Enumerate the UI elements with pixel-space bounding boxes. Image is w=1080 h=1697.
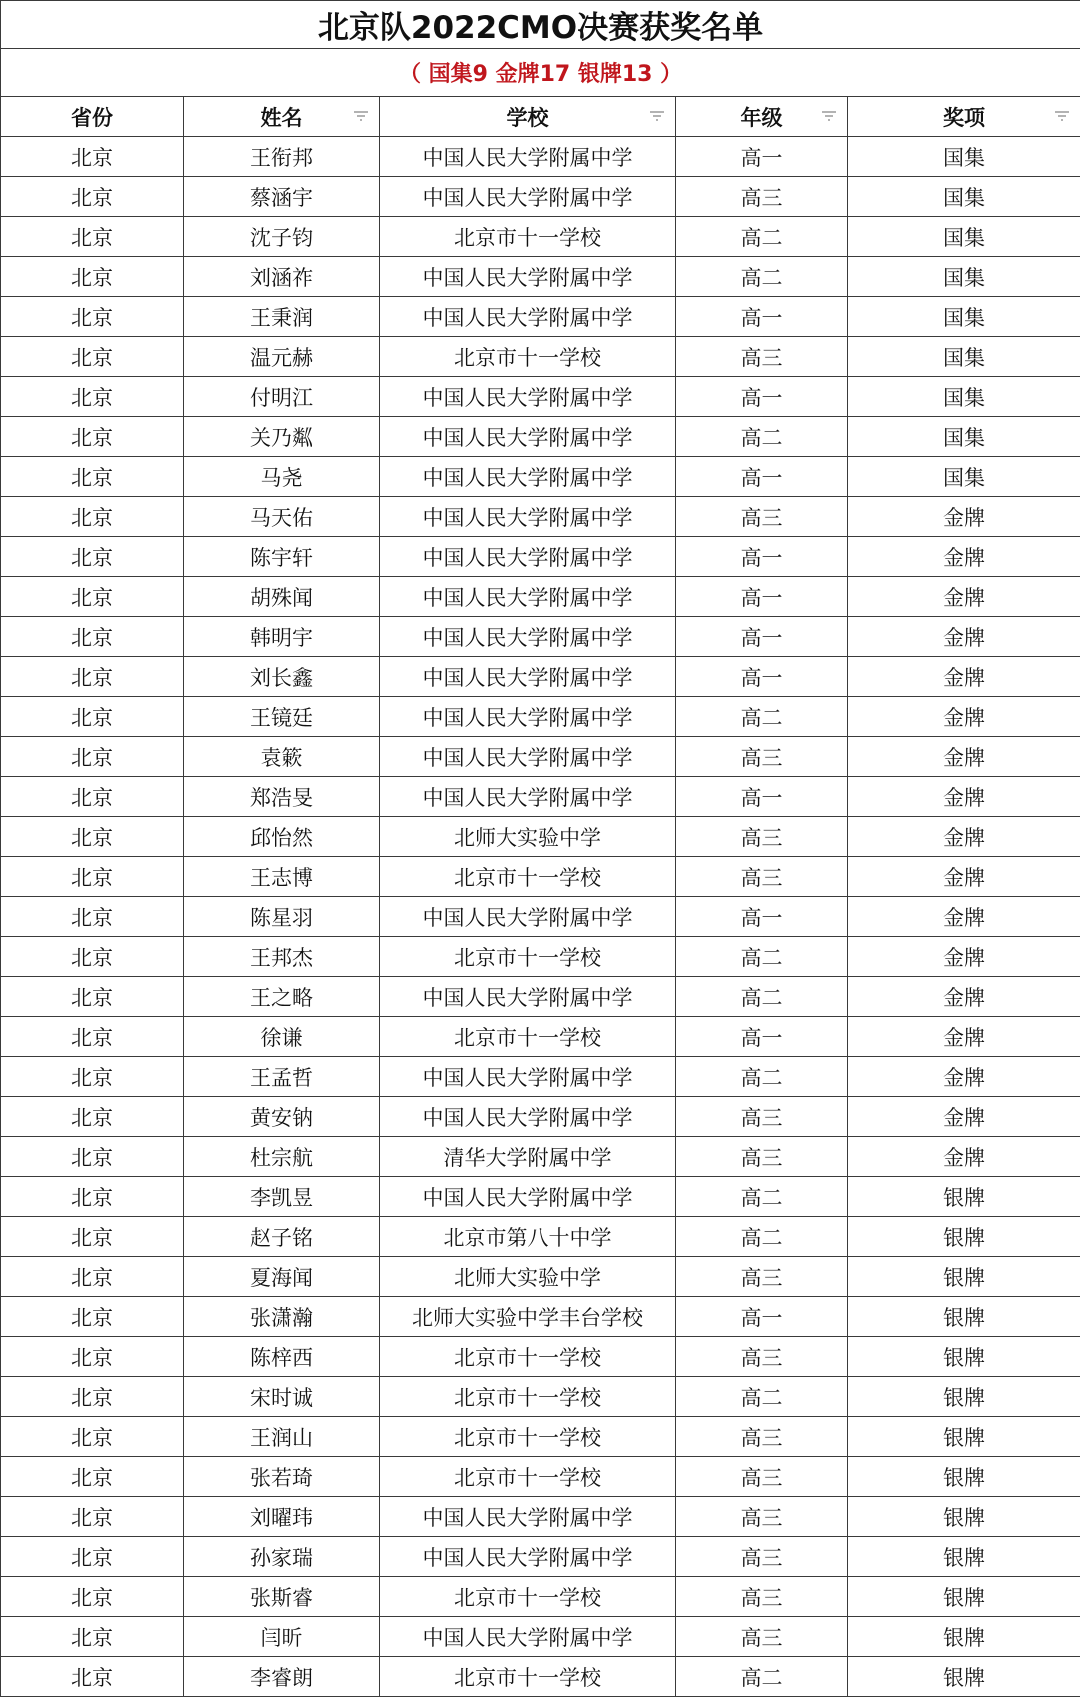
- cell-award: 国集: [848, 377, 1080, 417]
- cell-school: 北京市十一学校: [380, 1017, 676, 1057]
- cell-award: 国集: [848, 297, 1080, 337]
- cell-grade: 高三: [676, 857, 848, 897]
- table-row: [1, 977, 1080, 1017]
- cell-province: 北京: [1, 497, 184, 537]
- cell-name: 马尧: [184, 457, 380, 497]
- cell-province: 北京: [1, 1297, 184, 1337]
- table-row: [1, 1537, 1080, 1577]
- cell-award: 金牌: [848, 1137, 1080, 1177]
- cell-grade: 高一: [676, 777, 848, 817]
- cell-award: 金牌: [848, 977, 1080, 1017]
- cell-award: 金牌: [848, 577, 1080, 617]
- cell-name: 杜宗航: [184, 1137, 380, 1177]
- table-row: [1, 1297, 1080, 1337]
- cell-school: 北京市十一学校: [380, 1337, 676, 1377]
- table-row: [1, 577, 1080, 617]
- cell-grade: 高三: [676, 1537, 848, 1577]
- column-header-name: [184, 97, 380, 137]
- table-row: [1, 297, 1080, 337]
- cell-province: 北京: [1, 217, 184, 257]
- cell-name: 蔡涵宇: [184, 177, 380, 217]
- cell-school: 中国人民大学附属中学: [380, 977, 676, 1017]
- cell-school: 北京市十一学校: [380, 1657, 676, 1697]
- table-row: [1, 897, 1080, 937]
- cell-name: 付明江: [184, 377, 380, 417]
- table-row: [1, 1417, 1080, 1457]
- cell-name: 王镜廷: [184, 697, 380, 737]
- cell-award: 银牌: [848, 1217, 1080, 1257]
- cell-school: 北京市十一学校: [380, 1377, 676, 1417]
- cell-school: 北京市十一学校: [380, 1417, 676, 1457]
- cell-school: 中国人民大学附属中学: [380, 897, 676, 937]
- cell-award: 国集: [848, 137, 1080, 177]
- cell-province: 北京: [1, 1457, 184, 1497]
- cell-province: 北京: [1, 257, 184, 297]
- cell-name: 孙家瑞: [184, 1537, 380, 1577]
- cell-school: 中国人民大学附属中学: [380, 177, 676, 217]
- cell-province: 北京: [1, 297, 184, 337]
- cell-name: 王志博: [184, 857, 380, 897]
- cell-award: 金牌: [848, 537, 1080, 577]
- cell-province: 北京: [1, 1617, 184, 1657]
- cell-grade: 高二: [676, 1657, 848, 1697]
- cell-province: 北京: [1, 1577, 184, 1617]
- cell-award: 银牌: [848, 1297, 1080, 1337]
- cell-grade: 高二: [676, 977, 848, 1017]
- cell-grade: 高三: [676, 1137, 848, 1177]
- cell-award: 国集: [848, 217, 1080, 257]
- cell-name: 袁簌: [184, 737, 380, 777]
- column-header-grade: [676, 97, 848, 137]
- cell-province: 北京: [1, 1057, 184, 1097]
- cell-grade: 高三: [676, 1497, 848, 1537]
- cell-award: 银牌: [848, 1617, 1080, 1657]
- cell-grade: 高三: [676, 1337, 848, 1377]
- cell-province: 北京: [1, 1257, 184, 1297]
- cell-school: 北师大实验中学: [380, 1257, 676, 1297]
- cell-province: 北京: [1, 577, 184, 617]
- cell-province: 北京: [1, 137, 184, 177]
- cell-name: 陈宇轩: [184, 537, 380, 577]
- cell-school: 北京市十一学校: [380, 337, 676, 377]
- cell-province: 北京: [1, 897, 184, 937]
- table-row: [1, 177, 1080, 217]
- cell-province: 北京: [1, 417, 184, 457]
- column-header-label: 省份: [71, 102, 113, 132]
- cell-grade: 高二: [676, 937, 848, 977]
- table-row: [1, 257, 1080, 297]
- cell-school: 中国人民大学附属中学: [380, 657, 676, 697]
- cell-award: 银牌: [848, 1577, 1080, 1617]
- cell-name: 刘曜玮: [184, 1497, 380, 1537]
- cell-grade: 高一: [676, 137, 848, 177]
- cell-name: 邱怡然: [184, 817, 380, 857]
- cell-name: 陈梓西: [184, 1337, 380, 1377]
- table-row: [1, 377, 1080, 417]
- cell-grade: 高二: [676, 1177, 848, 1217]
- table-row: [1, 1657, 1080, 1697]
- cell-name: 王衔邦: [184, 137, 380, 177]
- cell-award: 金牌: [848, 937, 1080, 977]
- sheet-subtitle: （ 国集9 金牌17 银牌13 ）: [1, 49, 1080, 97]
- table-row: [1, 1217, 1080, 1257]
- table-row: [1, 817, 1080, 857]
- cell-province: 北京: [1, 1097, 184, 1137]
- cell-grade: 高二: [676, 1377, 848, 1417]
- cell-school: 中国人民大学附属中学: [380, 577, 676, 617]
- cell-school: 中国人民大学附属中学: [380, 1097, 676, 1137]
- cell-grade: 高二: [676, 417, 848, 457]
- table-row: [1, 1257, 1080, 1297]
- cell-school: 中国人民大学附属中学: [380, 1537, 676, 1577]
- table-row: [1, 737, 1080, 777]
- cell-province: 北京: [1, 1137, 184, 1177]
- cell-school: 清华大学附属中学: [380, 1137, 676, 1177]
- cell-name: 韩明宇: [184, 617, 380, 657]
- cell-province: 北京: [1, 777, 184, 817]
- cell-award: 国集: [848, 457, 1080, 497]
- table-row: [1, 657, 1080, 697]
- cell-school: 中国人民大学附属中学: [380, 497, 676, 537]
- cell-school: 北京市十一学校: [380, 1457, 676, 1497]
- cell-award: 金牌: [848, 617, 1080, 657]
- cell-school: 中国人民大学附属中学: [380, 297, 676, 337]
- cell-grade: 高一: [676, 1297, 848, 1337]
- cell-name: 陈星羽: [184, 897, 380, 937]
- cell-province: 北京: [1, 377, 184, 417]
- cell-school: 中国人民大学附属中学: [380, 137, 676, 177]
- cell-school: 中国人民大学附属中学: [380, 1497, 676, 1537]
- cell-award: 金牌: [848, 657, 1080, 697]
- cell-name: 王秉润: [184, 297, 380, 337]
- cell-name: 黄安钠: [184, 1097, 380, 1137]
- cell-province: 北京: [1, 457, 184, 497]
- cell-grade: 高三: [676, 337, 848, 377]
- cell-name: 张斯睿: [184, 1577, 380, 1617]
- cell-grade: 高一: [676, 577, 848, 617]
- cell-name: 马天佑: [184, 497, 380, 537]
- cell-award: 金牌: [848, 497, 1080, 537]
- filter-icon[interactable]: [1054, 110, 1070, 124]
- cell-award: 金牌: [848, 1057, 1080, 1097]
- cell-school: 中国人民大学附属中学: [380, 1057, 676, 1097]
- cell-award: 银牌: [848, 1417, 1080, 1457]
- cell-province: 北京: [1, 697, 184, 737]
- cell-province: 北京: [1, 1497, 184, 1537]
- sheet-title: 北京队2022CMO决赛获奖名单: [1, 1, 1080, 49]
- table-row: [1, 217, 1080, 257]
- cell-school: 北京市十一学校: [380, 217, 676, 257]
- filter-icon[interactable]: [353, 110, 369, 124]
- cell-name: 刘长鑫: [184, 657, 380, 697]
- cell-grade: 高三: [676, 817, 848, 857]
- cell-award: 银牌: [848, 1457, 1080, 1497]
- table-row: [1, 697, 1080, 737]
- column-header-label: 姓名: [261, 102, 303, 132]
- column-header-label: 奖项: [943, 102, 985, 132]
- table-row: [1, 497, 1080, 537]
- cell-province: 北京: [1, 937, 184, 977]
- cell-name: 王之略: [184, 977, 380, 1017]
- cell-grade: 高三: [676, 1617, 848, 1657]
- cell-award: 银牌: [848, 1177, 1080, 1217]
- cell-name: 王孟哲: [184, 1057, 380, 1097]
- cell-school: 中国人民大学附属中学: [380, 1617, 676, 1657]
- column-header-label: 学校: [507, 102, 549, 132]
- cell-award: 金牌: [848, 1017, 1080, 1057]
- cell-school: 中国人民大学附属中学: [380, 617, 676, 657]
- cell-grade: 高三: [676, 1457, 848, 1497]
- cell-school: 中国人民大学附属中学: [380, 257, 676, 297]
- cell-school: 中国人民大学附属中学: [380, 1177, 676, 1217]
- cell-award: 金牌: [848, 697, 1080, 737]
- cell-grade: 高三: [676, 1577, 848, 1617]
- table-row: [1, 617, 1080, 657]
- cell-grade: 高三: [676, 177, 848, 217]
- cell-province: 北京: [1, 1337, 184, 1377]
- cell-school: 北京市十一学校: [380, 857, 676, 897]
- cell-award: 金牌: [848, 737, 1080, 777]
- table-row: [1, 1497, 1080, 1537]
- cell-award: 国集: [848, 177, 1080, 217]
- cell-grade: 高一: [676, 297, 848, 337]
- cell-school: 中国人民大学附属中学: [380, 737, 676, 777]
- cell-province: 北京: [1, 977, 184, 1017]
- cell-school: 中国人民大学附属中学: [380, 457, 676, 497]
- cell-grade: 高一: [676, 617, 848, 657]
- cell-award: 国集: [848, 417, 1080, 457]
- cell-grade: 高一: [676, 537, 848, 577]
- cell-grade: 高三: [676, 1097, 848, 1137]
- column-header-award: [848, 97, 1080, 137]
- cell-name: 胡殊闻: [184, 577, 380, 617]
- filter-icon[interactable]: [821, 110, 837, 124]
- column-header-label: 年级: [741, 102, 783, 132]
- table-row: [1, 1457, 1080, 1497]
- cell-school: 北京市第八十中学: [380, 1217, 676, 1257]
- cell-name: 王邦杰: [184, 937, 380, 977]
- table-row: [1, 1137, 1080, 1177]
- cell-province: 北京: [1, 857, 184, 897]
- cell-province: 北京: [1, 1417, 184, 1457]
- table-row: [1, 457, 1080, 497]
- table-row: [1, 1017, 1080, 1057]
- table-row: [1, 1617, 1080, 1657]
- cell-province: 北京: [1, 1657, 184, 1697]
- cell-province: 北京: [1, 337, 184, 377]
- cell-name: 张潇瀚: [184, 1297, 380, 1337]
- cell-school: 中国人民大学附属中学: [380, 777, 676, 817]
- cell-award: 国集: [848, 337, 1080, 377]
- cell-province: 北京: [1, 537, 184, 577]
- cell-province: 北京: [1, 177, 184, 217]
- column-header-row: [1, 97, 1080, 137]
- cell-grade: 高二: [676, 217, 848, 257]
- cell-province: 北京: [1, 1017, 184, 1057]
- cell-school: 中国人民大学附属中学: [380, 537, 676, 577]
- table-row: [1, 777, 1080, 817]
- cell-name: 夏海闻: [184, 1257, 380, 1297]
- cell-grade: 高三: [676, 1417, 848, 1457]
- cell-province: 北京: [1, 1217, 184, 1257]
- cell-name: 李凯昱: [184, 1177, 380, 1217]
- cell-grade: 高二: [676, 257, 848, 297]
- cell-school: 北京市十一学校: [380, 937, 676, 977]
- cell-name: 关乃粼: [184, 417, 380, 457]
- cell-award: 金牌: [848, 817, 1080, 857]
- cell-name: 徐谦: [184, 1017, 380, 1057]
- filter-icon[interactable]: [649, 110, 665, 124]
- cell-province: 北京: [1, 817, 184, 857]
- cell-school: 中国人民大学附属中学: [380, 697, 676, 737]
- cell-province: 北京: [1, 1537, 184, 1577]
- column-header-school: [380, 97, 676, 137]
- cell-province: 北京: [1, 617, 184, 657]
- cell-name: 宋时诚: [184, 1377, 380, 1417]
- cell-province: 北京: [1, 1377, 184, 1417]
- table-row: [1, 537, 1080, 577]
- cell-grade: 高二: [676, 1057, 848, 1097]
- cell-name: 王润山: [184, 1417, 380, 1457]
- cell-award: 银牌: [848, 1657, 1080, 1697]
- cell-award: 国集: [848, 257, 1080, 297]
- cell-grade: 高一: [676, 657, 848, 697]
- cell-grade: 高一: [676, 1017, 848, 1057]
- subtitle-row: [1, 49, 1080, 97]
- cell-name: 张若琦: [184, 1457, 380, 1497]
- cell-award: 银牌: [848, 1497, 1080, 1537]
- cell-grade: 高三: [676, 497, 848, 537]
- cell-award: 金牌: [848, 897, 1080, 937]
- cell-name: 李睿朗: [184, 1657, 380, 1697]
- table-row: [1, 417, 1080, 457]
- cell-name: 赵子铭: [184, 1217, 380, 1257]
- cell-award: 金牌: [848, 857, 1080, 897]
- cell-award: 金牌: [848, 777, 1080, 817]
- cell-grade: 高三: [676, 737, 848, 777]
- cell-grade: 高一: [676, 457, 848, 497]
- table-row: [1, 1577, 1080, 1617]
- cell-grade: 高三: [676, 1257, 848, 1297]
- cell-award: 银牌: [848, 1337, 1080, 1377]
- cell-school: 北京市十一学校: [380, 1577, 676, 1617]
- cell-grade: 高二: [676, 1217, 848, 1257]
- cell-award: 金牌: [848, 1097, 1080, 1137]
- cell-award: 银牌: [848, 1257, 1080, 1297]
- table-row: [1, 1337, 1080, 1377]
- table-row: [1, 1177, 1080, 1217]
- table-row: [1, 337, 1080, 377]
- cell-grade: 高一: [676, 377, 848, 417]
- cell-name: 闫昕: [184, 1617, 380, 1657]
- cell-province: 北京: [1, 1177, 184, 1217]
- table-row: [1, 1377, 1080, 1417]
- cell-school: 中国人民大学附属中学: [380, 417, 676, 457]
- cell-name: 郑浩旻: [184, 777, 380, 817]
- cell-award: 银牌: [848, 1537, 1080, 1577]
- cell-province: 北京: [1, 737, 184, 777]
- cell-grade: 高二: [676, 697, 848, 737]
- column-header-province: [1, 97, 184, 137]
- cell-name: 刘涵祚: [184, 257, 380, 297]
- table-row: [1, 937, 1080, 977]
- table-row: [1, 1057, 1080, 1097]
- table-row: [1, 1097, 1080, 1137]
- cell-school: 北师大实验中学丰台学校: [380, 1297, 676, 1337]
- cell-name: 温元赫: [184, 337, 380, 377]
- cell-award: 银牌: [848, 1377, 1080, 1417]
- title-row: [1, 1, 1080, 49]
- table-body: [1, 137, 1080, 1697]
- cell-province: 北京: [1, 657, 184, 697]
- cell-grade: 高一: [676, 897, 848, 937]
- table-row: [1, 137, 1080, 177]
- cell-school: 中国人民大学附属中学: [380, 377, 676, 417]
- cell-name: 沈子钧: [184, 217, 380, 257]
- table-row: [1, 857, 1080, 897]
- cell-school: 北师大实验中学: [380, 817, 676, 857]
